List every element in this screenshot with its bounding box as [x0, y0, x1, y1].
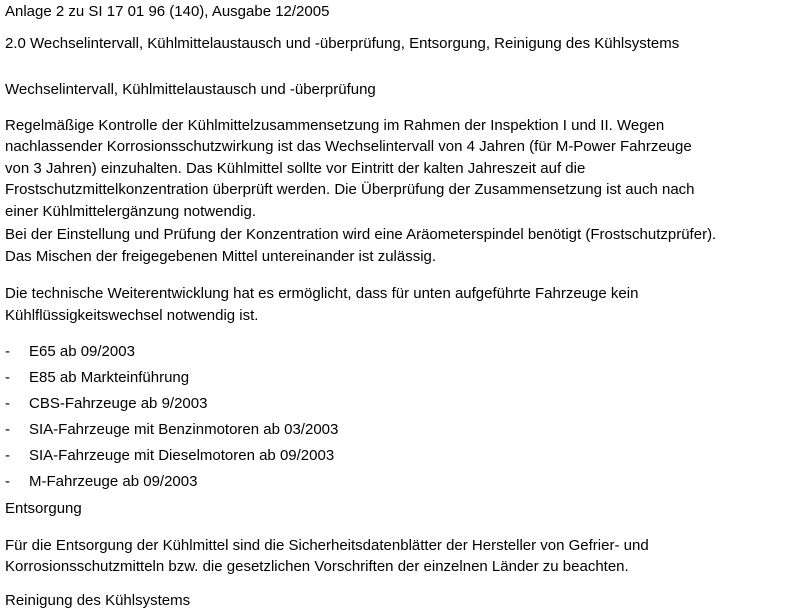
section3-heading — [5, 591, 191, 609]
paragraph-line: Für die Entsorgung der Kühlmittel sind die Sicherheitsdatenblätter der Hersteller von Gefrier- und — [5, 537, 649, 554]
note-period: . — [254, 307, 259, 324]
list-item — [5, 343, 135, 361]
list-item — [5, 421, 338, 439]
list-item-text: CBS-Fahrzeuge ab 9/2003 — [29, 395, 208, 412]
list-item-text: M-Fahrzeuge ab 09/2003 — [29, 473, 198, 490]
list-item-text: SIA-Fahrzeuge mit Dieselmotoren ab 09/2003 — [29, 447, 335, 464]
paragraph-line: Korrosionsschutzmitteln bzw. die gesetzlichen Vorschriften der einzelnen Länder zu beachten. — [5, 558, 629, 575]
note-line-text: Kühlflüssigkeitswechsel notwendig ist — [5, 307, 255, 324]
list-dash: - — [5, 421, 10, 438]
list-dash: - — [5, 369, 10, 386]
list-item — [5, 395, 207, 413]
paragraph-line: nachlassender Korrosionsschutzwirkung ist das Wechselintervall von 4 Jahren (für M-Power Fahrzeuge — [5, 138, 692, 155]
list-dash: - — [5, 343, 10, 360]
list-item-text: SIA-Fahrzeuge mit Benzinmotoren ab 03/2003 — [29, 421, 339, 438]
paragraph-line: von 3 Jahren) einzuhalten. Das Kühlmittel sollte vor Eintritt der kalten Jahreszeit auf die — [5, 160, 586, 177]
list-item-text: E85 ab Markteinführung — [29, 369, 190, 386]
paragraph-line: Regelmäßige Kontrolle der Kühlmittelzusammensetzung im Rahmen der Inspektion I und II. Wegen — [5, 117, 665, 134]
paragraph-line: Bei der Einstellung und Prüfung der Konzentration wird eine Aräometerspindel benötigt (Frostschutzprüfer). — [5, 226, 717, 243]
document-title: Anlage 2 zu SI 17 01 96 (140), Ausgabe 12/2005 — [5, 3, 330, 20]
list-dash: - — [5, 447, 10, 464]
list-dash: - — [5, 395, 10, 412]
list-item — [5, 447, 334, 465]
list-dash: - — [5, 473, 10, 490]
paragraph-line: Frostschutzmittelkonzentration überprüft werden. Die Überprüfung der Zusammensetzung ist auch nach — [5, 181, 695, 198]
section-main-heading: 2.0 Wechselintervall, Kühlmittelaustausch und -überprüfung, Entsorgung, Reinigung des Kühlsystems — [5, 35, 680, 52]
list-item — [5, 473, 197, 491]
list-item-text: E65 ab 09/2003 — [29, 343, 135, 360]
paragraph-line: Das Mischen der freigegebenen Mittel untereinander ist zulässig. — [5, 248, 437, 265]
section2-heading: Entsorgung — [5, 500, 82, 517]
section1-heading: Wechselintervall, Kühlmittelaustausch und -überprüfung — [5, 81, 376, 98]
section3-heading-text: Reinigung des Kühlsystems — [5, 592, 191, 609]
list-item — [5, 369, 189, 387]
note-line — [5, 307, 258, 325]
note-line: Die technische Weiterentwicklung hat es ermöglicht, dass für unten aufgeführte Fahrzeuge kein — [5, 285, 639, 302]
paragraph-line: einer Kühlmittelergänzung notwendig. — [5, 203, 256, 220]
